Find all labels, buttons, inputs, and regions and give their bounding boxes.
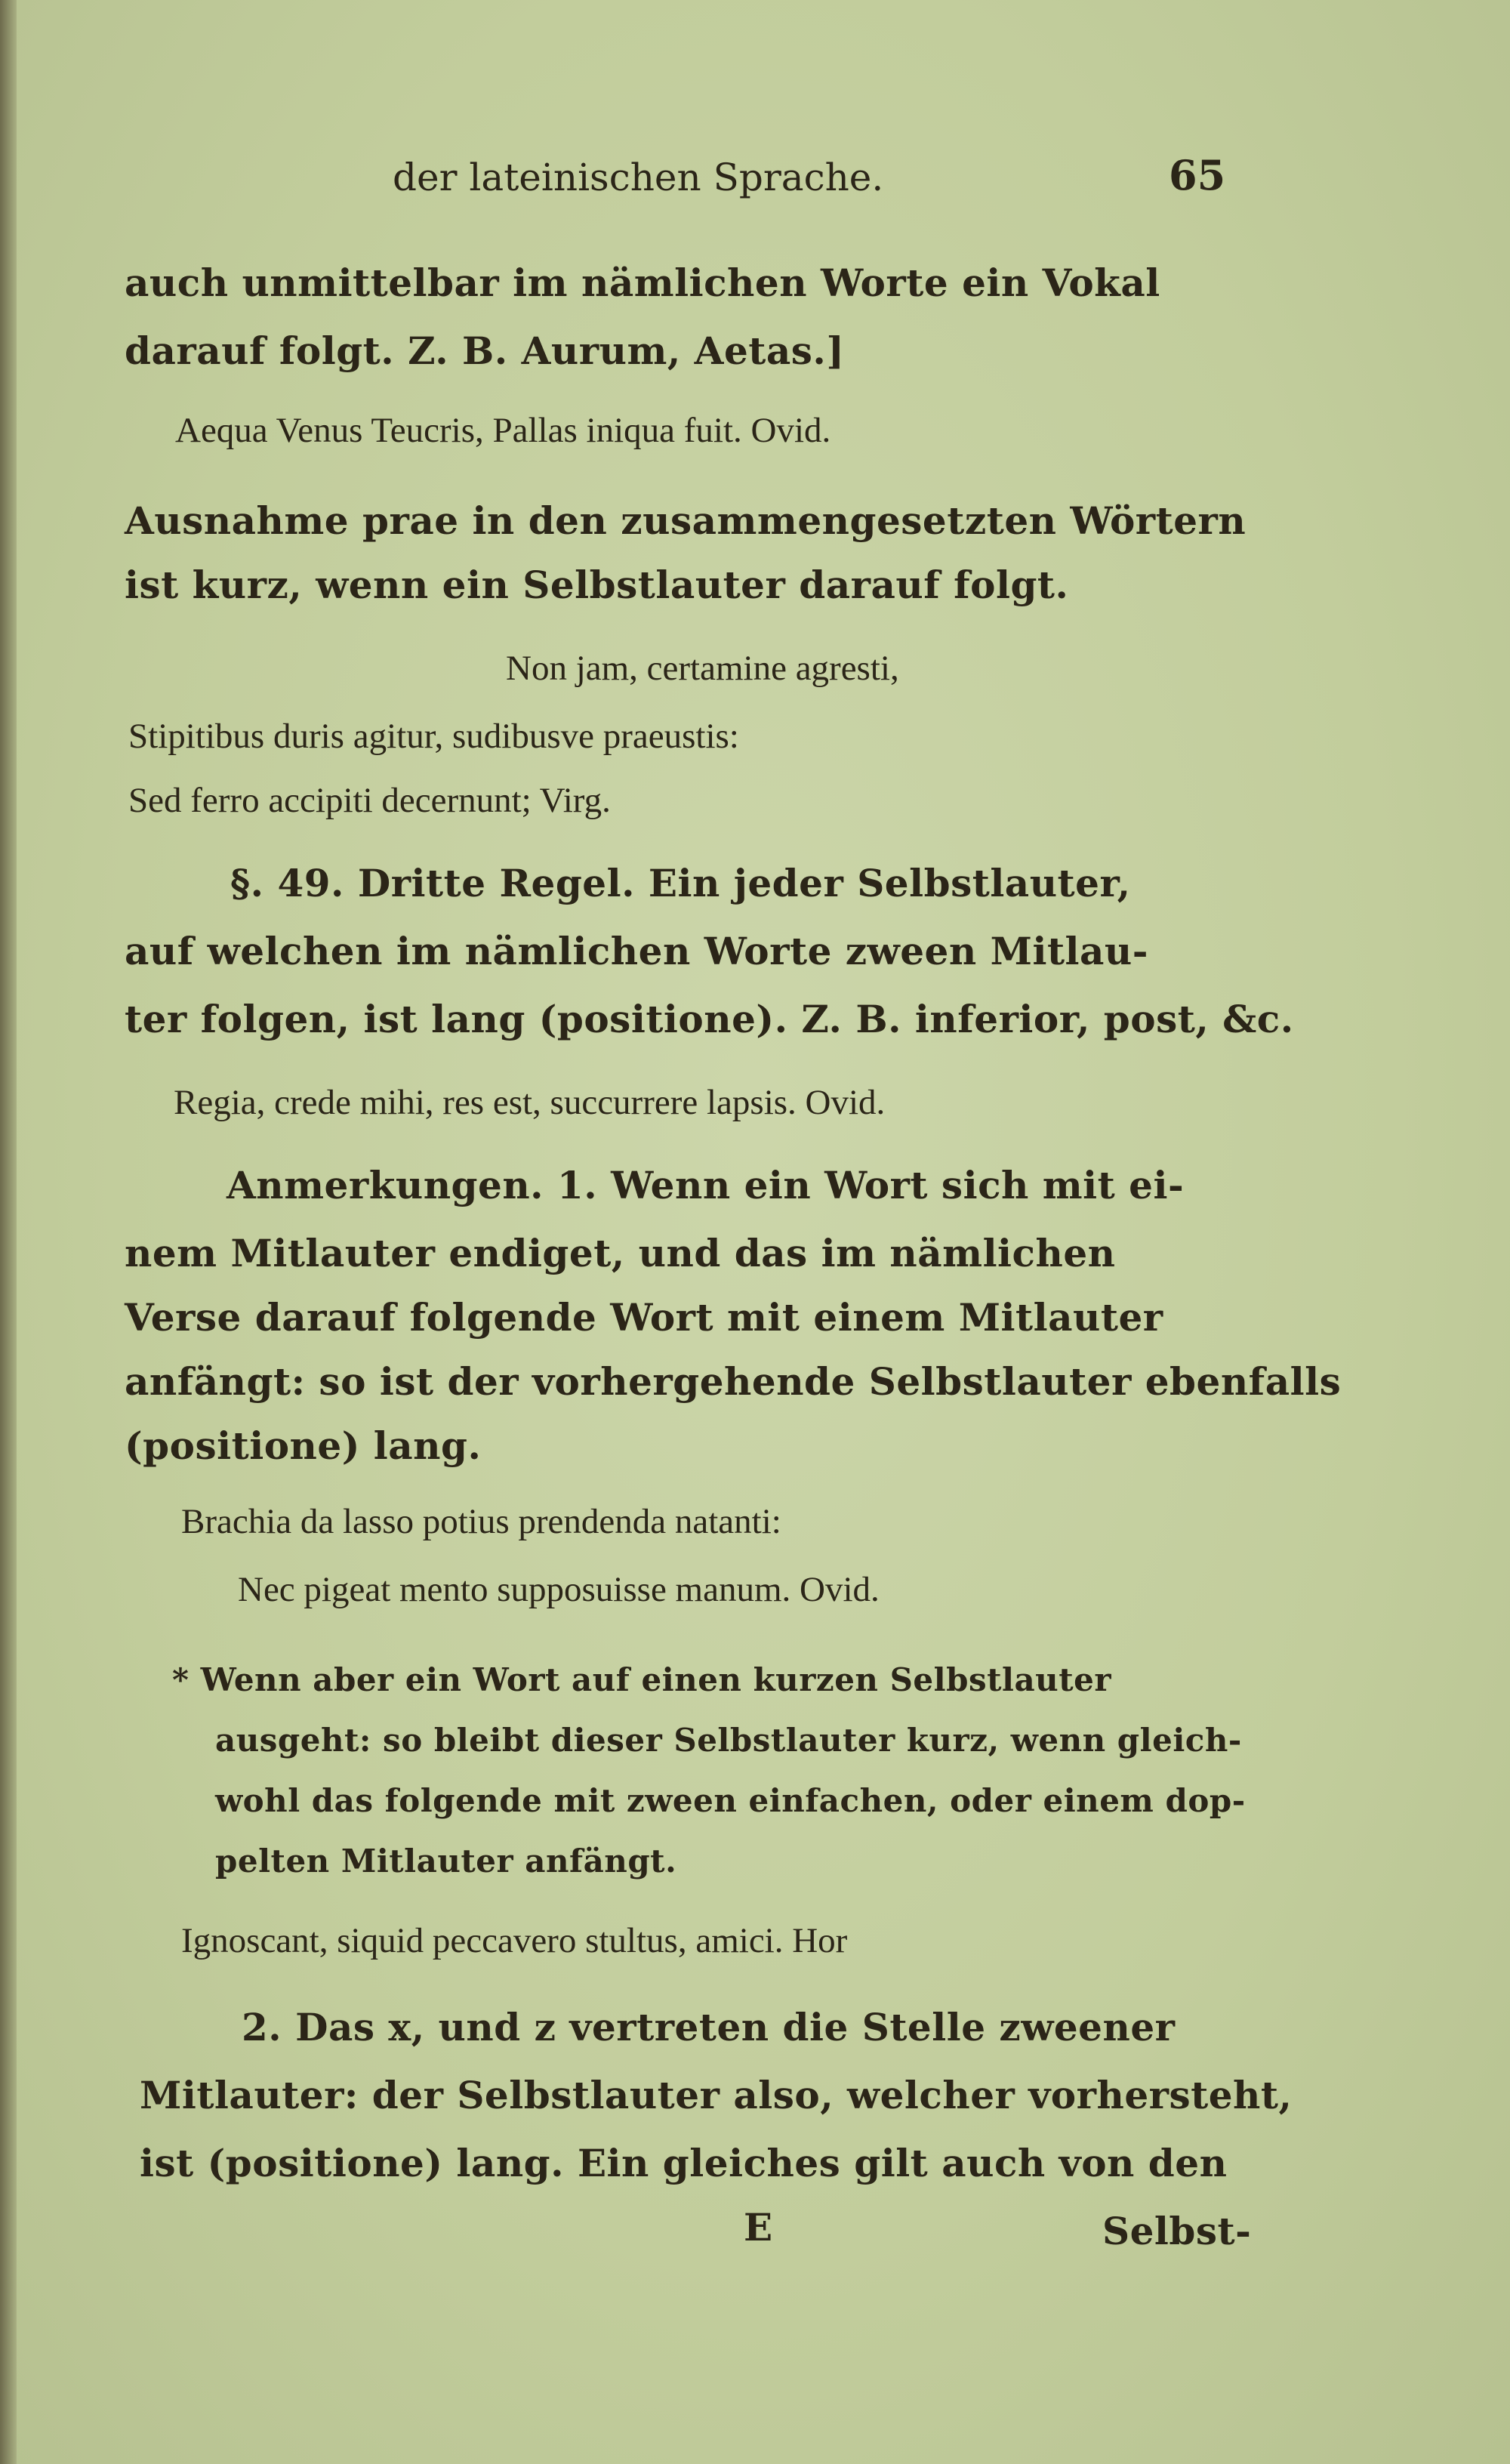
verse-line-8: Ignoscant, siquid peccavero stultus, amici. Hor	[181, 1921, 848, 1960]
rule-heading-line: §. 49. Dritte Regel. Ein jeder Selbstlauter,	[230, 861, 1131, 905]
verse-line-4: Sed ferro accipiti decernunt; Virg.	[128, 781, 611, 820]
text-line-6: ter folgen, ist lang (positione). Z. B. inferior, post, &c.	[125, 997, 1294, 1041]
text-line-9: anfängt: so ist der vorhergehende Selbstlauter ebenfalls	[125, 1359, 1342, 1404]
text-line-4: ist kurz, wenn ein Selbstlauter darauf folgt.	[125, 563, 1069, 607]
text-line-10: (positione) lang.	[125, 1423, 482, 1468]
verse-line-5: Regia, crede mihi, res est, succurrere lapsis. Ovid.	[174, 1083, 886, 1122]
text-line-2: darauf folgt. Z. B. Aurum, Aetas.]	[125, 328, 845, 373]
text-line-12: Mitlauter: der Selbstlauter also, welcher vorhersteht,	[140, 2073, 1293, 2117]
verse-line-1: Aequa Venus Teucris, Pallas iniqua fuit. Ovid.	[175, 411, 831, 450]
text-line-11: 2. Das x, und z vertreten die Stelle zweener	[242, 2005, 1176, 2049]
signature-mark: E	[744, 2205, 773, 2250]
note-line-2: ausgeht: so bleibt dieser Selbstlauter kurz, wenn gleich-	[215, 1722, 1242, 1759]
remarks-heading-line: Anmerkungen. 1. Wenn ein Wort sich mit ei-	[226, 1163, 1185, 1207]
text-line-1: auch unmittelbar im nämlichen Worte ein Vokal	[125, 261, 1160, 305]
note-line-4: pelten Mitlauter anfängt.	[215, 1843, 677, 1880]
text-line-3: Ausnahme prae in den zusammengesetzten Wörtern	[125, 498, 1247, 543]
page-number: 65	[1169, 151, 1226, 199]
verse-line-7: Nec pigeat mento supposuisse manum. Ovid.	[238, 1570, 880, 1609]
verse-line-6: Brachia da lasso potius prendenda natanti:	[181, 1502, 781, 1541]
page-edge-shadow	[0, 0, 17, 2464]
catchword: Selbst-	[1102, 2209, 1252, 2253]
text-line-13: ist (positione) lang. Ein gleiches gilt auch von den	[140, 2141, 1228, 2185]
verse-line-2: Non jam, certamine agresti,	[506, 649, 899, 688]
text-line-8: Verse darauf folgende Wort mit einem Mitlauter	[125, 1295, 1163, 1340]
note-line-3: wohl das folgende mit zween einfachen, oder einem dop-	[215, 1782, 1246, 1819]
text-line-7: nem Mitlauter endiget, und das im nämlichen	[125, 1231, 1116, 1275]
running-title: der lateinischen Sprache.	[393, 156, 884, 199]
verse-line-3: Stipitibus duris agitur, sudibusve praeustis:	[128, 717, 739, 756]
text-line-5: auf welchen im nämlichen Worte zween Mitlau-	[125, 929, 1149, 973]
note-line-1: * Wenn aber ein Wort auf einen kurzen Selbstlauter	[172, 1661, 1111, 1698]
